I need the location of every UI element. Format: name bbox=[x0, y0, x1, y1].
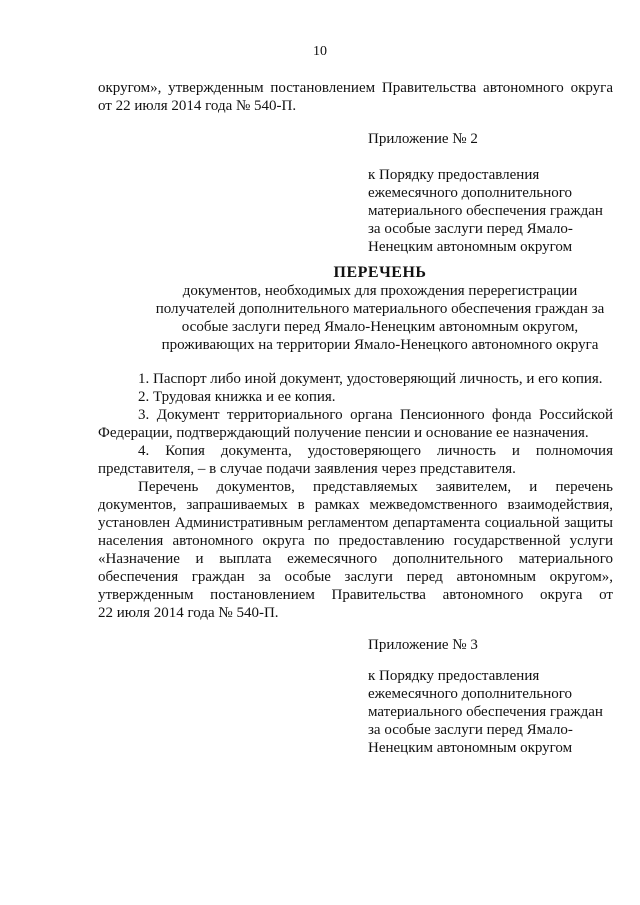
page-number: 10 bbox=[313, 44, 327, 59]
closing-paragraph-line-7: утвержденным постановлением Правительства автономного округа от bbox=[98, 587, 613, 603]
appendix-2-line-2: ежемесячного дополнительного bbox=[368, 185, 573, 201]
appendix-2-line-3: материального обеспечения граждан bbox=[368, 203, 603, 219]
closing-paragraph-line-1: Перечень документов, представляемых заявителем, и перечень bbox=[138, 479, 613, 495]
closing-paragraph-line-3: установлен Административным регламентом департамента социальной защиты bbox=[98, 515, 613, 531]
list-subtitle-line-2: получателей дополнительного материального обеспечения граждан за bbox=[155, 301, 605, 317]
list-subtitle-line-3: особые заслуги перед Ямало-Ненецким автономным округом, bbox=[181, 319, 579, 335]
appendix-2-line-5: Ненецким автономным округом bbox=[368, 239, 573, 255]
list-item-4-line-1: 4. Копия документа, удостоверяющего личность и полномочия bbox=[138, 443, 613, 459]
closing-paragraph-line-8: 22 июля 2014 года № 540-П. bbox=[98, 605, 279, 621]
appendix-3-heading: Приложение № 3 bbox=[368, 637, 478, 653]
top-paragraph-line-1: округом», утвержденным постановлением Правительства автономного округа bbox=[98, 80, 613, 96]
list-item-4-line-2: представителя, – в случае подачи заявления через представителя. bbox=[98, 461, 516, 477]
list-subtitle-line-4: проживающих на территории Ямало-Ненецкого автономного округа bbox=[161, 337, 599, 353]
appendix-3-line-1: к Порядку предоставления bbox=[368, 668, 540, 684]
closing-paragraph-line-5: «Назначение и выплата ежемесячного дополнительного материального bbox=[98, 551, 613, 567]
appendix-2-line-4: за особые заслуги перед Ямало- bbox=[368, 221, 573, 237]
appendix-3-line-5: Ненецким автономным округом bbox=[368, 740, 573, 756]
appendix-2-heading: Приложение № 2 bbox=[368, 131, 478, 147]
list-title: ПЕРЕЧЕНЬ bbox=[333, 264, 427, 281]
closing-paragraph-line-2: документов, запрашиваемых в рамках межведомственного взаимодействия, bbox=[98, 497, 613, 513]
closing-paragraph-line-4: населения автономного округа по предоставлению государственной услуги bbox=[98, 533, 613, 549]
appendix-3-line-3: материального обеспечения граждан bbox=[368, 704, 603, 720]
closing-paragraph-line-6: обеспечения граждан за особые заслуги перед автономным округом», bbox=[98, 569, 613, 585]
top-paragraph-line-2: от 22 июля 2014 года № 540-П. bbox=[98, 98, 297, 114]
appendix-3-line-2: ежемесячного дополнительного bbox=[368, 686, 573, 702]
list-item-2: 2. Трудовая книжка и ее копия. bbox=[138, 389, 336, 405]
list-item-3-line-2: Федерации, подтверждающий получение пенсии и основание ее назначения. bbox=[98, 425, 589, 441]
appendix-2-line-1: к Порядку предоставления bbox=[368, 167, 540, 183]
list-subtitle-line-1: документов, необходимых для прохождения перерегистрации bbox=[182, 283, 578, 299]
appendix-3-line-4: за особые заслуги перед Ямало- bbox=[368, 722, 573, 738]
list-item-3-line-1: 3. Документ территориального органа Пенсионного фонда Российской bbox=[138, 407, 613, 423]
list-item-1: 1. Паспорт либо иной документ, удостоверяющий личность, и его копия. bbox=[138, 371, 603, 387]
